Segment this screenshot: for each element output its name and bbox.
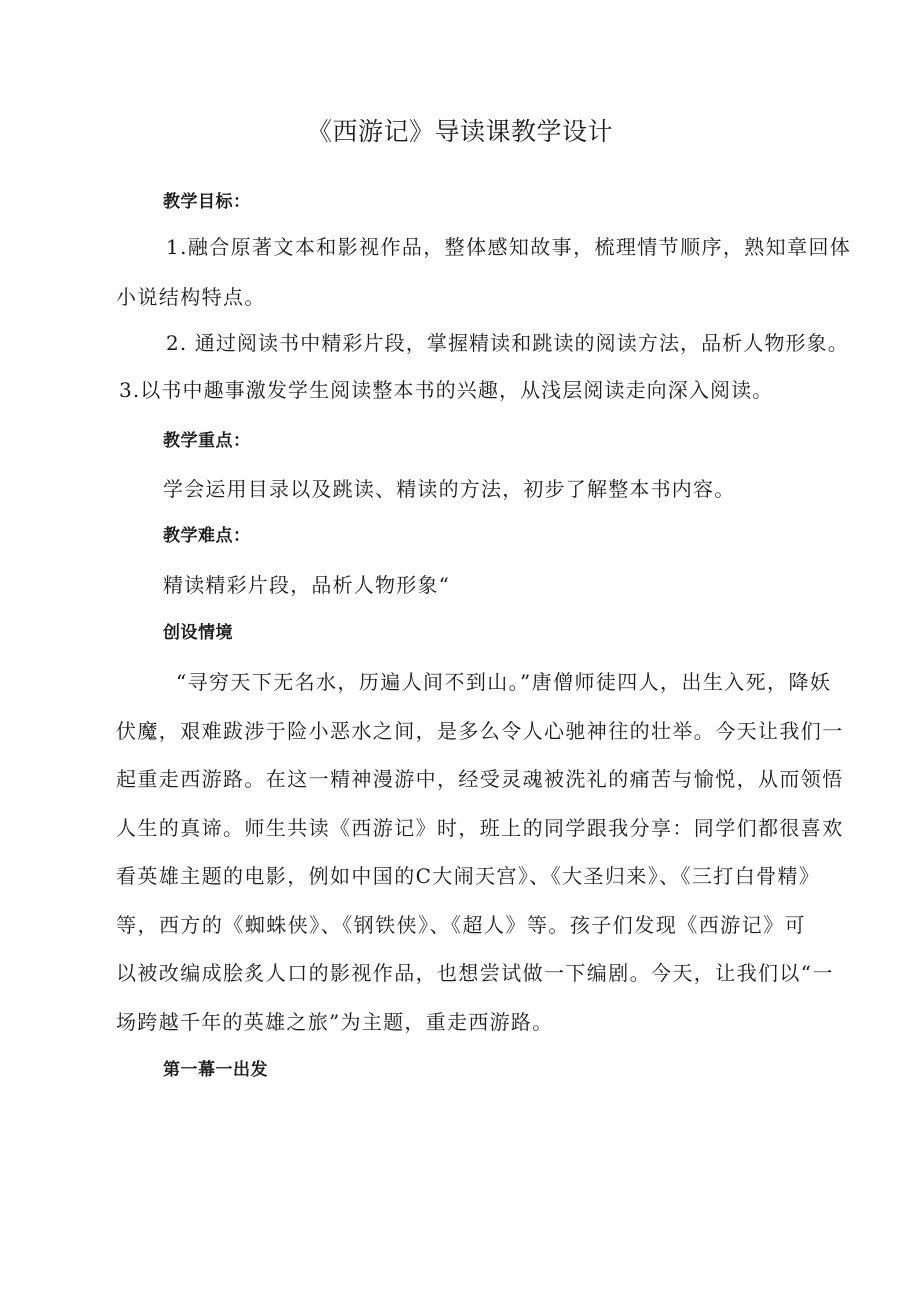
difficulties-text: 精读精彩片段，品析人物形象“ bbox=[163, 573, 451, 597]
scenario-line: 起重走西游路。在这一精神漫游中，经受灵魂被洗礼的痛苦与愉悦，从而领悟 bbox=[116, 767, 844, 791]
document-title: 《西游记》导读课教学设计 bbox=[306, 117, 613, 146]
goal-2: 2. 通过阅读书中精彩片段，掌握精读和跳读的阅读方法，品析人物形象。 bbox=[166, 331, 849, 355]
scenario-line: 人生的真谛。师生共读《西游记》时，班上的同学跟我分享：同学们都很喜欢 bbox=[116, 816, 844, 840]
goal-1-line-2: 小说结构特点。 bbox=[116, 285, 266, 309]
key-points-heading: 教学重点： bbox=[163, 431, 251, 451]
act-1-heading: 第一幕一出发 bbox=[163, 1060, 268, 1080]
scenario-line: 以被改编成脍炙人口的影视作品，也想尝试做一下编剧。今天，让我们以“一 bbox=[116, 961, 834, 985]
scenario-line: 伏魔，艰难跋涉于险小恶水之间，是多么令人心驰神往的壮举。今天让我们一 bbox=[116, 719, 844, 743]
scenario-heading: 创设情境 bbox=[163, 623, 233, 643]
scenario-line: “寻穷天下无名水，历遍人间不到山。”唐僧师徒四人，出生入死，降妖 bbox=[176, 670, 832, 694]
key-points-text: 学会运用目录以及跳读、精读的方法，初步了解整本书内容。 bbox=[163, 477, 736, 501]
goal-1-line-1: 1.融合原著文本和影视作品，整体感知故事，梳理情节顺序，熟知章回体 bbox=[166, 235, 852, 259]
difficulties-heading: 教学难点： bbox=[163, 526, 251, 546]
scenario-line: 场跨越千年的英雄之旅”为主题，重走西游路。 bbox=[116, 1010, 554, 1034]
goal-3: 3.以书中趣事激发学生阅读整本书的兴趣，从浅层阅读走向深入阅读。 bbox=[119, 378, 774, 402]
goals-heading: 教学目标： bbox=[163, 192, 251, 212]
scenario-line: 看英雄主题的电影，例如中国的C大闹天宫》、《大圣归来》、《三打白骨精》 bbox=[116, 864, 821, 888]
scenario-line: 等，西方的《蜘蛛侠》、《钢铁侠》、《超人》等。孩子们发现《西游记》可 bbox=[116, 913, 806, 937]
